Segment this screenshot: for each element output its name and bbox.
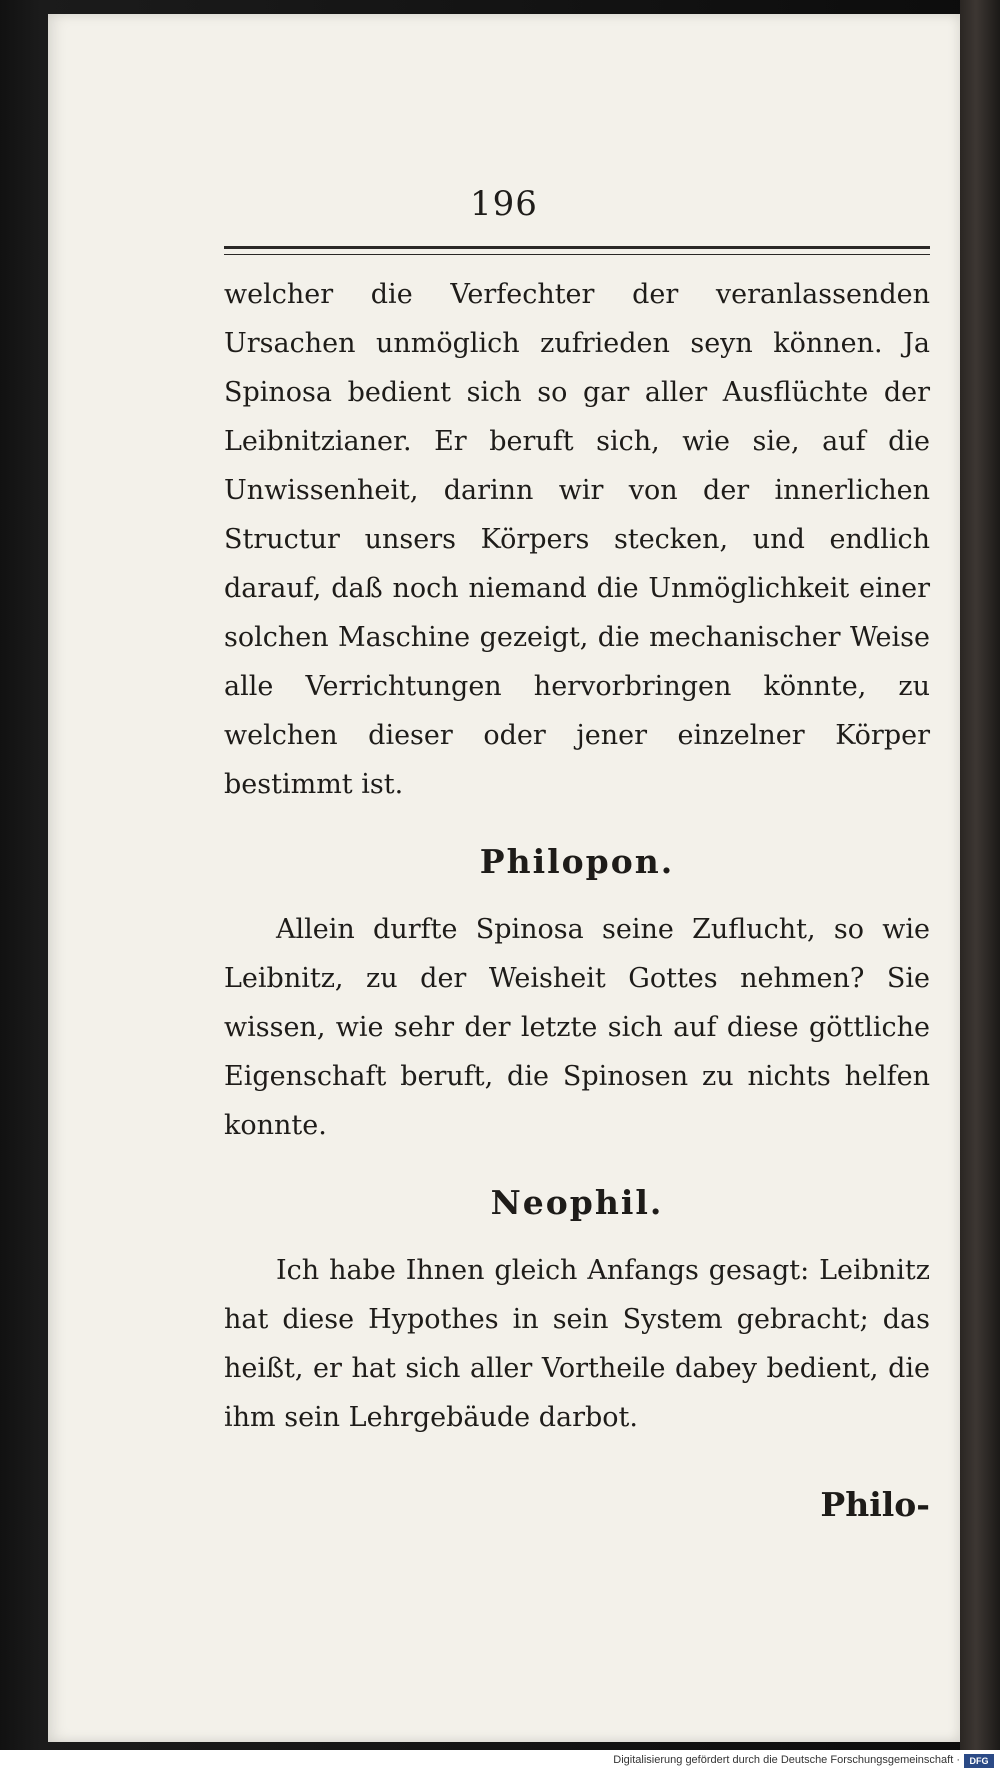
funding-credit-text: Digitalisierung gefördert durch die Deutsche Forschungsgemeinschaft xyxy=(613,1754,954,1766)
paragraph-continuation: welcher die Verfechter der veranlassenden Ursachen unmöglich zufrieden seyn können. Ja Spinosa bedient sich so gar aller Ausflüchte der Leibnitzianer. Er beruft sich, wie sie, auf die Unwissenheit, darinn wir von der innerlichen Structur unsers Körpers stecken, und endlich darauf, daß noch niemand die Unmöglichkeit einer solchen Maschine gezeigt, die mechanischer Weise alle Verrichtungen hervorbringen könnte, zu welchen dieser oder jener einzelner Körper bestimmt ist. xyxy=(224,279,930,800)
paragraph-philopon: Allein durfte Spinosa seine Zuflucht, so wie Leibnitz, zu der Weisheit Gottes nehmen? Sie wissen, wie sehr der letzte sich auf diese göttliche Eigenschaft beruft, die Spinosen zu nichts helfen konnte. xyxy=(224,914,930,1141)
speaker-heading-neophil: Neophil. xyxy=(490,1183,664,1222)
dfg-logo: DFG xyxy=(964,1754,994,1768)
catchword: Philo- xyxy=(820,1485,930,1524)
paragraph-neophil: Ich habe Ihnen gleich Anfangs gesagt: Leibnitz hat diese Hypothes in sein System gebracht; das heißt, er hat sich aller Vortheile dabey bedient, die ihm sein Lehrgebäude darbot. xyxy=(224,1255,930,1433)
page-number: 196 xyxy=(470,184,538,224)
page-body xyxy=(224,270,930,1530)
book-page xyxy=(48,14,960,1742)
speaker-heading-philopon: Philopon. xyxy=(479,842,675,881)
header-rule-thin xyxy=(224,254,930,255)
funding-credit: Digitalisierung gefördert durch die Deutsche Forschungsgemeinschaft · xyxy=(613,1754,960,1766)
digitization-footer xyxy=(0,1752,1000,1771)
book-edge-right xyxy=(960,0,1000,1750)
header-rule xyxy=(224,246,930,249)
